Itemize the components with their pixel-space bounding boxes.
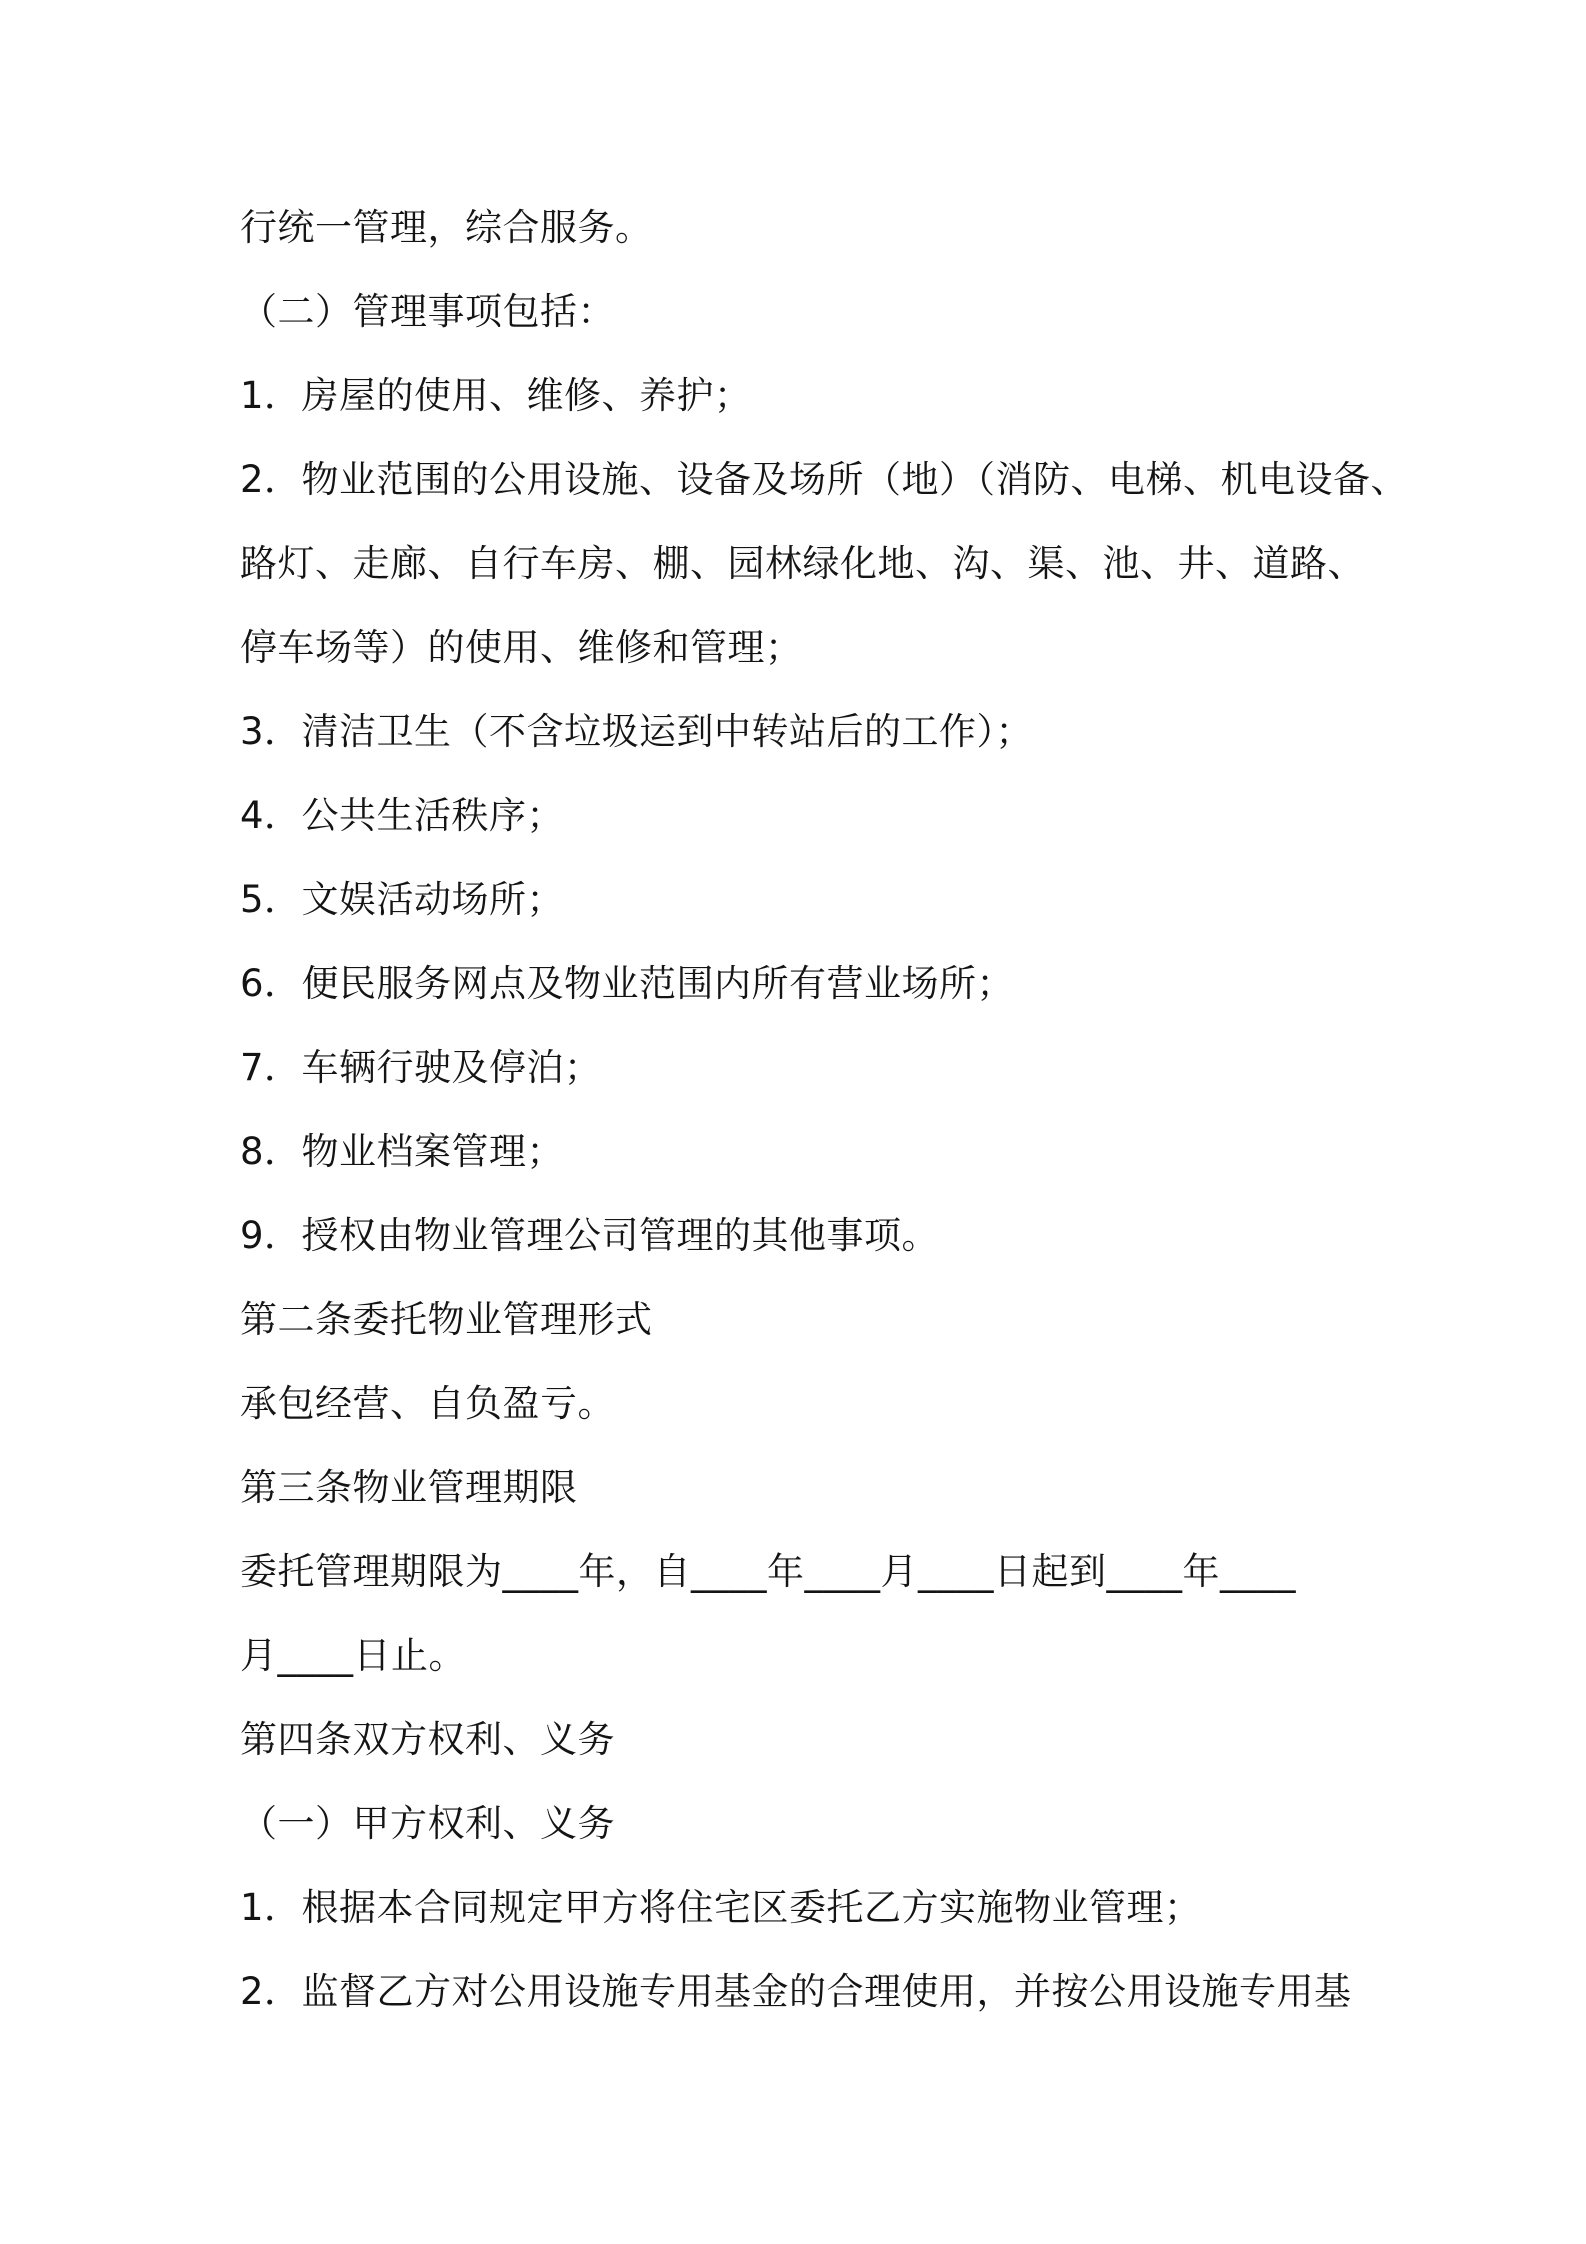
- list-item: 3．清洁卫生（不含垃圾运到中转站后的工作）；: [240, 710, 1034, 753]
- text-line: 委托管理期限为____年，自____年____月____日起到____年____: [240, 1550, 1296, 1593]
- text-line: 承包经营、自负盈亏。: [240, 1382, 615, 1425]
- list-item: 7．车辆行驶及停泊；: [240, 1046, 602, 1089]
- list-item: 9．授权由物业管理公司管理的其他事项。: [240, 1214, 940, 1257]
- list-item: 6．便民服务网点及物业范围内所有营业场所；: [240, 962, 1015, 1005]
- list-item: 2．物业范围的公用设施、设备及场所（地）（消防、电梯、机电设备、: [240, 458, 1409, 501]
- subsection-heading: （一）甲方权利、义务: [240, 1802, 615, 1845]
- section-heading: 第三条物业管理期限: [240, 1466, 578, 1509]
- list-item: 2．监督乙方对公用设施专用基金的合理使用，并按公用设施专用基: [240, 1970, 1352, 2013]
- text-line: 月____日止。: [240, 1634, 466, 1677]
- text-line: 行统一管理，综合服务。: [240, 206, 653, 249]
- section-heading: 第二条委托物业管理形式: [240, 1298, 653, 1341]
- list-item: 4．公共生活秩序；: [240, 794, 565, 837]
- list-item: 8．物业档案管理；: [240, 1130, 565, 1173]
- document-body: [240, 186, 1409, 2034]
- list-item: 5．文娱活动场所；: [240, 878, 565, 921]
- text-line: 路灯、走廊、自行车房、棚、园林绿化地、沟、渠、池、井、道路、: [240, 542, 1365, 585]
- text-line: （二）管理事项包括：: [240, 290, 615, 333]
- list-item: 1．房屋的使用、维修、养护；: [240, 374, 752, 417]
- list-item: 1．根据本合同规定甲方将住宅区委托乙方实施物业管理；: [240, 1886, 1202, 1929]
- text-line: 停车场等）的使用、维修和管理；: [240, 626, 803, 669]
- section-heading: 第四条双方权利、义务: [240, 1718, 615, 1761]
